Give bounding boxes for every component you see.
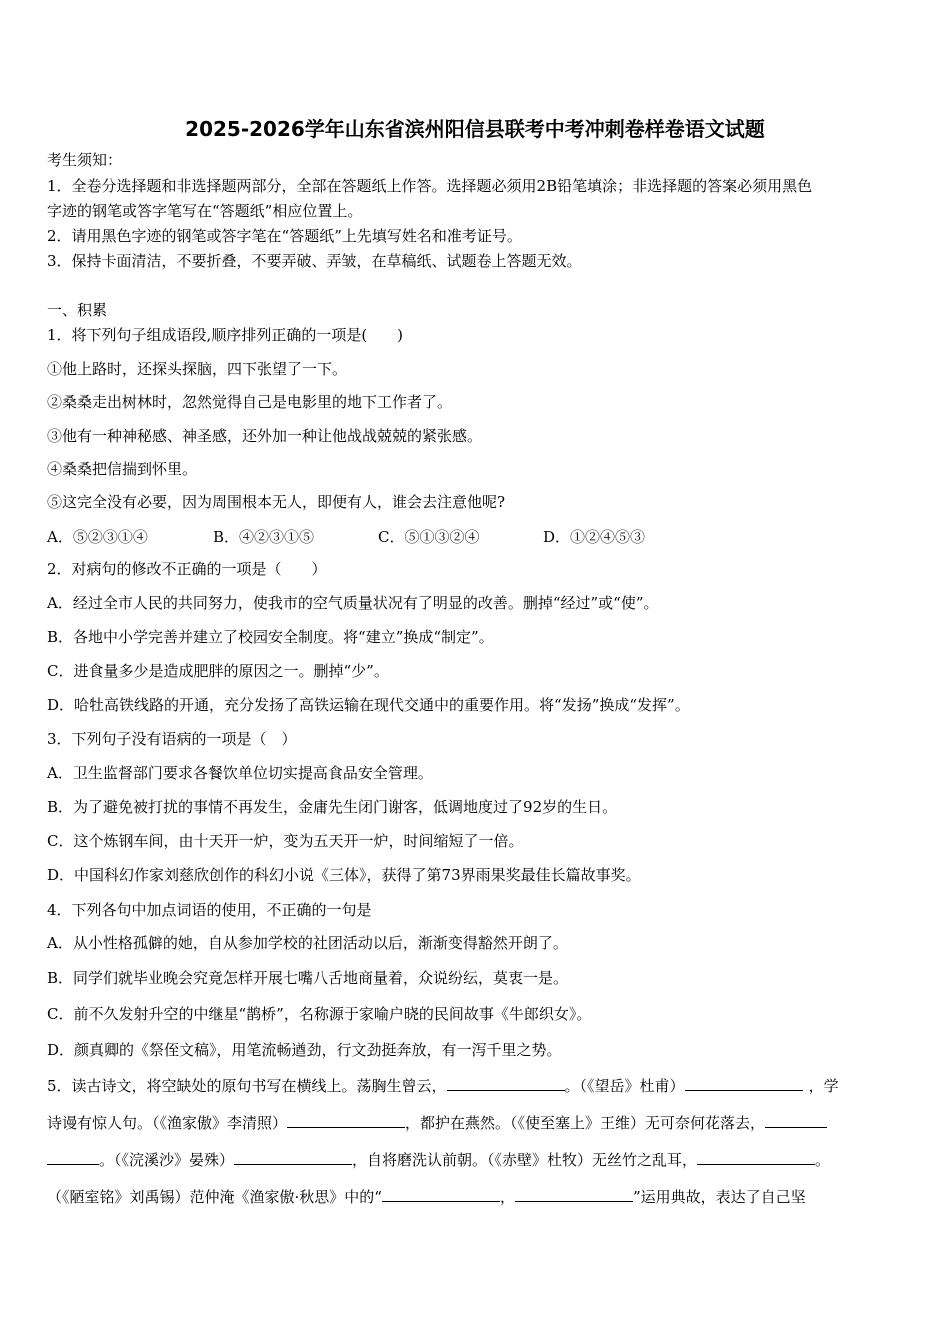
q4-option: C．前不久发射升空的中继星“鹊桥”，名称源于家喻户晓的民间故事《牛郎织女》。 [47, 1005, 592, 1023]
question-5-line [47, 1113, 827, 1133]
q5-text: ，自将磨洗认前朝。（《赤壁》杜牧）无丝竹之乱耳， [352, 1151, 698, 1169]
q3-option: D．中国科幻作家刘慈欣创作的科幻小说《三体》，获得了第73界雨果奖最佳长篇故事奖。 [47, 866, 641, 884]
notice-line: 3．保持卡面清洁，不要折叠，不要弄破、弄皱，在草稿纸、试题卷上答题无效。 [47, 252, 582, 270]
q1-sentence: ⑤这完全没有必要，因为周围根本无人，即便有人，谁会去注意他呢? [47, 493, 506, 511]
q5-text: ”运用典故，表达了自己坚 [632, 1188, 806, 1206]
q3-option: B．为了避免被打扰的事情不再发生，金庸先生闭门谢客，低调地度过了92岁的生日。 [47, 798, 618, 816]
notice-line: 2．请用黑色字迹的钢笔或答字笔在“答题纸”上先填写姓名和准考证号。 [47, 227, 522, 245]
answer-blank[interactable] [47, 1150, 99, 1165]
answer-blank[interactable] [447, 1076, 565, 1091]
q5-text: 。 [815, 1151, 831, 1169]
q5-text: ，学 [808, 1077, 839, 1095]
q1-sentence: ①他上路时，还探头探脑，四下张望了一下。 [47, 360, 348, 378]
q5-text: 诗谩有惊人句。（《渔家傲》李清照） [47, 1114, 288, 1132]
q1-option-c: C．⑤①③②④ [378, 528, 480, 546]
q1-sentence: ②桑桑走出树林时，忽然觉得自己是电影里的地下工作者了。 [47, 393, 453, 411]
answer-blank[interactable] [515, 1187, 633, 1202]
q4-option: B．同学们就毕业晚会究竟怎样开展七嘴八舌地商量着，众说纷纭，莫衷一是。 [47, 969, 569, 987]
q1-option-d: D．①②④⑤③ [543, 528, 646, 546]
notice-heading: 考生须知： [47, 151, 123, 169]
answer-blank[interactable] [697, 1150, 815, 1165]
answer-blank[interactable] [382, 1187, 500, 1202]
question-5-line [47, 1076, 839, 1096]
q1-option-b: B．④②③①⑤ [213, 528, 315, 546]
question-3-stem: 3．下列句子没有语病的一项是（ ） [47, 730, 297, 748]
question-2-stem: 2．对病句的修改不正确的一项是（ ） [47, 560, 327, 578]
question-5-line [47, 1187, 806, 1207]
q5-text: ，都护在燕然。（《使至塞上》王维）无可奈何花落去， [405, 1114, 766, 1132]
question-4-stem: 4．下列各句中加点词语的使用，不正确的一句是 [47, 901, 372, 919]
q5-text: ， [499, 1188, 515, 1206]
q4-option: A．从小性格孤僻的她，自从参加学校的社团活动以后，渐渐变得豁然开朗了。 [47, 934, 568, 952]
answer-blank[interactable] [765, 1113, 827, 1128]
q5-text: 。（《望岳》杜甫） [564, 1077, 685, 1095]
notice-line: 1．全卷分选择题和非选择题两部分，全部在答题纸上作答。选择题必须用2B铅笔填涂；非选择题的答案必须用黑色 [47, 177, 813, 195]
page-title: 2025-2026学年山东省滨州阳信县联考中考冲刺卷样卷语文试题 [185, 117, 765, 141]
q3-option: A．卫生监督部门要求各餐饮单位切实提高食品安全管理。 [47, 764, 433, 782]
question-5-line [47, 1150, 830, 1170]
q2-option: C．进食量多少是造成肥胖的原因之一。删掉“少”。 [47, 662, 389, 680]
q2-option: B．各地中小学完善并建立了校园安全制度。将“建立”换成“制定”。 [47, 628, 494, 646]
q2-option: D．哈牡高铁线路的开通，充分发扬了高铁运输在现代交通中的重要作用。将“发扬”换成“发挥”。 [47, 696, 690, 714]
q1-sentence: ③他有一种神秘感、神圣感，还外加一种让他战战兢兢的紧张感。 [47, 427, 483, 445]
q2-option: A．经过全市人民的共同努力，使我市的空气质量状况有了明显的改善。删掉“经过”或“使”。 [47, 594, 659, 612]
answer-blank[interactable] [234, 1150, 352, 1165]
question-1-stem: 1．将下列句子组成语段,顺序排列正确的一项是( ) [47, 326, 404, 344]
answer-blank[interactable] [685, 1076, 803, 1091]
q5-text: （《陋室铭》刘禹锡）范仲淹《渔家傲·秋思》中的“ [47, 1188, 382, 1206]
section-heading: 一、积累 [47, 301, 108, 319]
q3-option: C．这个炼钢车间，由十天开一炉，变为五天开一炉，时间缩短了一倍。 [47, 832, 524, 850]
answer-blank[interactable] [287, 1113, 405, 1128]
q1-sentence: ④桑桑把信揣到怀里。 [47, 460, 198, 478]
q1-option-a: A．⑤②③①④ [47, 528, 148, 546]
q4-option: D．颜真卿的《祭侄文稿》，用笔流畅遒劲，行文劲挺奔放，有一泻千里之势。 [47, 1041, 562, 1059]
q5-text: 。（《浣溪沙》晏殊） [99, 1151, 235, 1169]
q5-text: 5．读古诗文，将空缺处的原句书写在横线上。荡胸生曾云， [47, 1077, 447, 1095]
notice-line: 字迹的钢笔或答字笔写在“答题纸”相应位置上。 [47, 202, 363, 220]
